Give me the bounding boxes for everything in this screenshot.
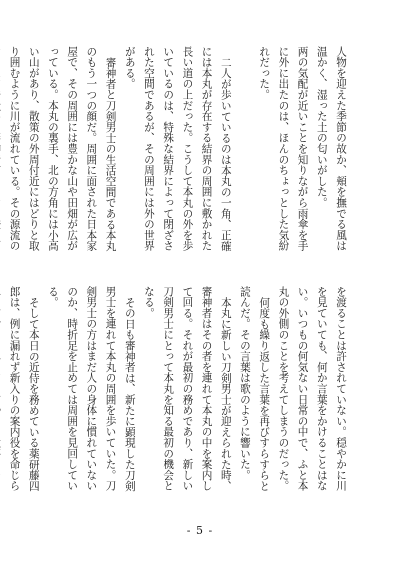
paragraph: 两の気配が近いことを知りながら雨傘を手に外に出たのは、ほんのちょっとした気紛れだった。 <box>258 46 309 252</box>
paragraph: を渡ることは許されていない。穏やかに川を見ていても、何か言葉をかけることはない。いつもの何気ない日常の中で、ふと本丸の外側のことを考えてしまうのだった。 <box>277 286 347 492</box>
paragraph: 審神者と刀剣男士の生活空間である本丸のもう一つの顔だ。周囲に面された日本家屋で、その周囲には豊かな山や田畑が広がっている。本丸の裏手、北の方角には小高い山があり、散策の外周付近にはどりと取り囲むように川が流れている。その源流の <box>8 46 117 252</box>
paragraph: 二人が歩いているのは本丸の一角、正確には本丸が存在する結界の周囲に敷かれた長い道の上だった。こうして本丸の外を歩いているのは、特殊な結界によって閉ざされた空間であるが、その周囲には外の世界がある。 <box>123 46 232 252</box>
paragraph: 人物を迎えた季節の故か、頬を撫でる風は温かく、湿った土の匂いがした。 <box>315 46 347 252</box>
paragraph: そして本日の近侍を務めている薬研藤四郎は、例に漏れず新入りの案内役を命じら <box>8 286 40 492</box>
page-number: - 5 - <box>186 524 214 537</box>
lower-text-block <box>8 286 350 498</box>
upper-text-block <box>8 46 350 258</box>
paragraph <box>235 46 254 258</box>
paragraph: 本丸に新しい刀剣男士が迎えられた時、審神者はその者を連れて本丸の中を案内して回る。それが最初の務めであり、新しい刀剣男士にとって本丸を知る最初の機会となる。 <box>142 286 232 492</box>
paragraph: その日も審神者は、新たに顕現した刀剣男士を連れて本丸の周囲を歩いていた。刀剣男士の方はまだ人の身体に慣れていないのか、時折足を止めては周囲を見回している。 <box>46 286 136 492</box>
paragraph: 何度も繰り返した言葉を再びすらすらと読んだ。その言葉は歌のように響いた。 <box>238 286 271 491</box>
